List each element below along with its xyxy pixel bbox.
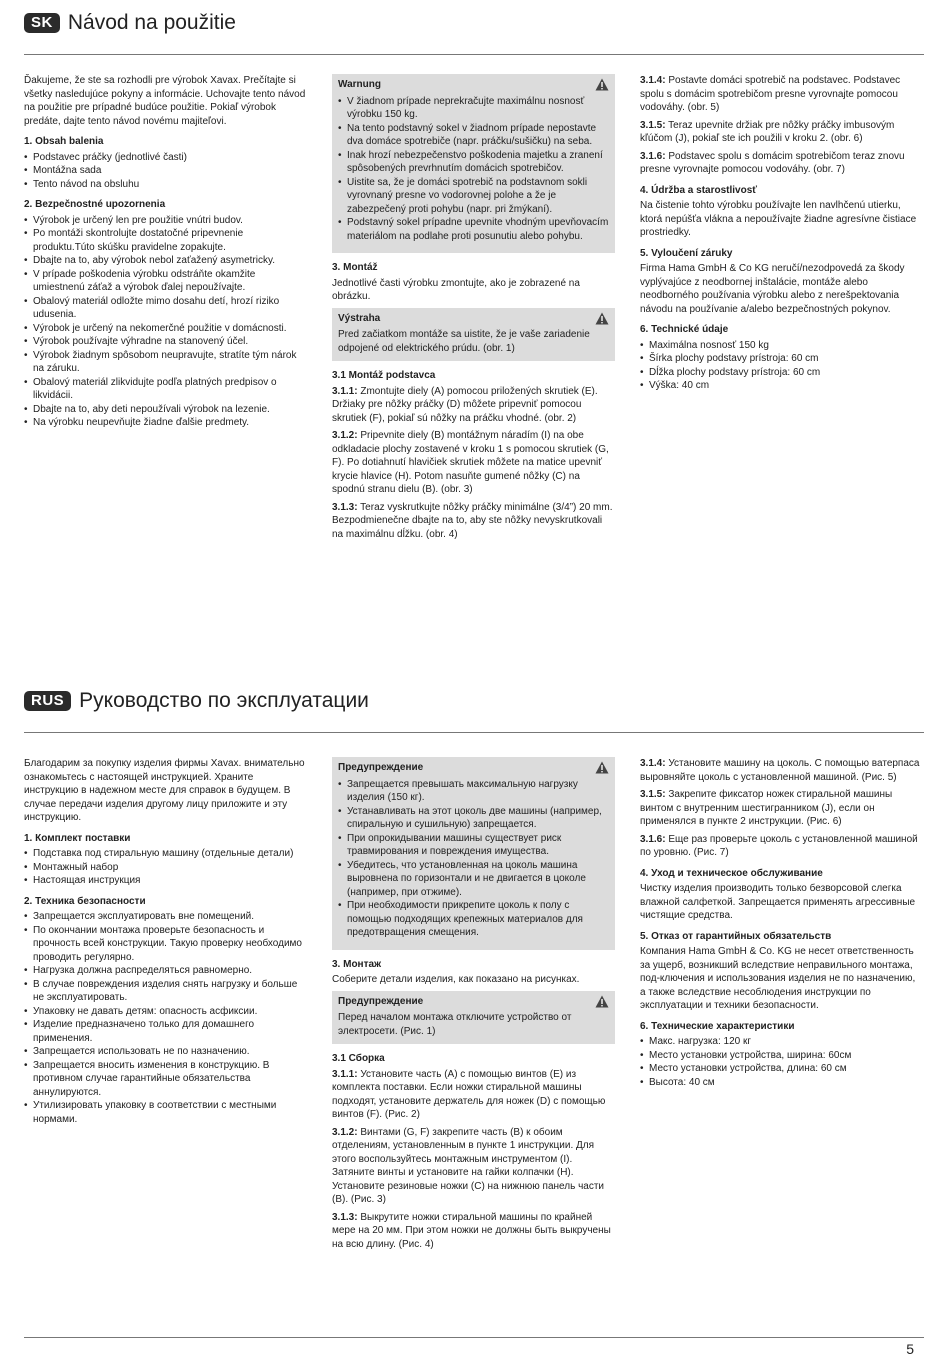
list-item: • По окончании монтажа проверьте безопасность и прочность всей конструкции. Такую проверку необходимо проводить регулярно. — [24, 924, 307, 965]
step-3-1-6: 3.1.6: Podstavec spolu s domácim spotrebičom teraz znovu presne vyrovnajte pomocou vodováhy. (obr. 7) — [640, 150, 905, 175]
intro-text: Ďakujeme, že ste sa rozhodli pre výrobok Xavax. Prečítajte si všetky nasledujúce pokyny a informácie. Uchovajte tento návod na použitie pre prípadné budúce použitie. Pokiaľ výrobok predáte, dajte tento návod novému majiteľovi. — [24, 75, 306, 127]
caution-title: Предупреждение — [338, 995, 424, 1007]
section-title-rus: Руководство по эксплуатации — [79, 689, 369, 712]
list-item: • Подставка под стиральную машину (отдельные детали) — [24, 847, 307, 861]
list-item: • Inak hrozí nebezpečenstvo poškodenia majetku a zranení spôsobených prevrhnutím domácich spotrebičov. — [338, 149, 609, 176]
heading-assembly: 3. Монтаж — [332, 958, 382, 970]
list-item: • Montážna sada — [24, 164, 307, 178]
safety-list — [24, 910, 307, 1126]
list-item: • Na výrobku neupevňujte žiadne ďalšie predmety. — [24, 416, 307, 430]
caution-box — [332, 991, 615, 1045]
page-number: 5 — [906, 1341, 914, 1357]
footer-divider — [24, 1337, 924, 1338]
list-item: • Монтажный набор — [24, 861, 307, 875]
list-item: • Изделие предназначено только для домашнего применения. — [24, 1018, 307, 1045]
list-item: • Výrobok používajte výhradne na stanovený účel. — [24, 335, 307, 349]
step-3-1-3: 3.1.3: Выкрутите ножки стиральной машины по крайней мере на 20 мм. При этом ножки не должны быть выкручены на всю длину. (Рис. 4) — [332, 1211, 611, 1250]
list-item: • Нагрузка должна распределяться равномерно. — [24, 964, 307, 978]
list-item: • Maximálna nosnosť 150 kg — [640, 339, 923, 353]
rus-column-3 — [640, 757, 923, 1093]
warning-box — [332, 757, 615, 950]
list-item: • Šírka plochy podstavy prístroja: 60 cm — [640, 352, 923, 366]
list-item: • Podstavec práčky (jednotlivé časti) — [24, 151, 307, 165]
list-item: • Obalový materiál zlikvidujte podľa platných predpisov o likvidácii. — [24, 376, 307, 403]
list-item: • Настоящая инструкция — [24, 874, 307, 888]
sk-column-1 — [24, 74, 307, 434]
list-item: • Запрещается использовать не по назначению. — [24, 1045, 307, 1059]
language-badge-sk: SK — [24, 13, 60, 33]
safety-list — [24, 214, 307, 430]
heading-tech: 6. Технические характеристики — [640, 1020, 795, 1032]
divider — [24, 732, 924, 733]
list-item: • Утилизировать упаковку в соответствии с местными нормами. — [24, 1099, 307, 1126]
list-item: • Запрещается вносить изменения в конструкцию. В противном случае гарантийные обязательства аннулируются. — [24, 1059, 307, 1100]
warning-triangle-icon — [595, 78, 609, 91]
list-item: • Запрещается превышать максимальную нагрузку изделия (150 кг). — [338, 778, 609, 805]
care-text: Na čistenie tohto výrobku používajte len navlhčenú utierku, ktorá nepúšťa vlákna a nepoužívajte žiadne agresívne čistiace prostriedky. — [640, 200, 917, 238]
list-item: • Na tento podstavný sokel v žiadnom prípade nepostavte dva domáce spotrebiče (napr. práčku/sušičku) na seba. — [338, 122, 609, 149]
intro-text: Благодарим за покупку изделия фирмы Xavax. внимательно ознакомьтесь с настоящей инструкцией. Храните инструкцию в надежном месте для справок в будущем. В случае передачи изделия другому лицу приложите и эту инструкцию. — [24, 758, 305, 823]
list-item: • При опрокидывании машины существует риск травмирования и повреждения имущества. — [338, 832, 609, 859]
list-item: • Výrobok žiadnym spôsobom neupravujte, stratíte tým nárok na záruku. — [24, 349, 307, 376]
step-3-1-1: 3.1.1: Zmontujte diely (A) pomocou priložených skrutiek (E). Držiaky pre nôžky práčky (D) môžete pripevniť pomocou skrutiek (F), pokiaľ sú nôžky na práčku vhodné. (obr. 2) — [332, 385, 598, 424]
heading-assembly-base: 3.1 Сборка — [332, 1053, 385, 1064]
caution-text: Перед началом монтажа отключите устройство от электросети. (Рис. 1) — [338, 1012, 572, 1037]
sk-column-3 — [640, 74, 923, 397]
step-3-1-2: 3.1.2: Pripevnite diely (B) montážnym náradím (I) na obe odkladacie plochy zostavené v kroku 1 s pomocou skrutiek (G, F). Po dotiahnutí hlavičiek skrutiek môžete na matice upevniť krycie hlavice (H). Potom nasuňte gumené nôžky (C) na spodnú stranu dielu (B). (obr. 3) — [332, 430, 609, 495]
list-item: • Макс. нагрузка: 120 кг — [640, 1035, 923, 1049]
list-item: • Výrobok je určený len pre použitie vnútri budov. — [24, 214, 307, 228]
step-3-1-4: 3.1.4: Postavte domáci spotrebič na podstavec. Podstavec spolu s domácim spotrebičom presne vyrovnajte pomocou vodováhy. (obr. 5) — [640, 75, 901, 113]
list-item: • Výška: 40 cm — [640, 379, 923, 393]
warning-title: Предупреждение — [338, 762, 424, 773]
list-item: • Устанавливать на этот цоколь две машины (например, спиральную и сушильную) запрещается. — [338, 805, 609, 832]
list-item: • В случае повреждения изделия снять нагрузку и больше не эксплуатировать. — [24, 978, 307, 1005]
warning-triangle-icon — [595, 761, 609, 774]
caution-text: Pred začiatkom montáže sa uistite, že je vaše zariadenie odpojené od elektrického prúdu. (obr. 1) — [338, 329, 590, 354]
step-3-1-2: 3.1.2: Винтами (G, F) закрепите часть (B) к обоим отделениям, установленным в пункте 1 инструкции. Для этого воспользуйтесь монтажным инструментом (I). Затяните винты и установите на гайки колпачки (H). Установите резиновые ножки (C) на нижнюю панель части (B). (Рис. 3) — [332, 1126, 605, 1205]
list-item: • Výrobok je určený na nekomerčné použitie v domácnosti. — [24, 322, 307, 336]
care-text: Чистку изделия производить только безворсовой слегка влажной салфеткой. Запрещается применять агрессивные чистящие средства. — [640, 883, 916, 921]
heading-assembly: 3. Montáž — [332, 262, 378, 273]
heading-warranty: 5. Отказ от гарантийных обязательств — [640, 930, 832, 942]
language-badge-rus: RUS — [24, 691, 71, 711]
list-item: • V prípade poškodenia výrobku odstráňte okamžite umiestnenú záťaž a výrobok ďalej nepoužívajte. — [24, 268, 307, 295]
list-item: • При необходимости прикрепите цоколь к полу с помощью подходящих крепежных материалов для предотвращения смещения. — [338, 899, 609, 940]
rus-section-header — [24, 688, 924, 714]
step-3-1-6: 3.1.6: Еще раз проверьте цоколь с установленной машиной по уровню. (Рис. 7) — [640, 833, 918, 858]
list-item: • Podstavný sokel prípadne upevnite vhodným upevňovacím materiálom na podlahe proti posunutiu alebo pohybu. — [338, 216, 609, 243]
list-item: • Dbajte na to, aby deti nepoužívali výrobok na lezenie. — [24, 403, 307, 417]
caution-title: Výstraha — [338, 312, 381, 324]
caution-box — [332, 308, 615, 362]
warranty-text: Firma Hama GmbH & Co KG neručí/nezodpovedá za škody vyplývajúce z neodbornej inštalácie, montáže alebo neodborného používania výrobku alebo z nerešpektovania návodu na používanie a/alebo bezpečnostných pokynov. — [640, 263, 905, 315]
heading-package: 1. Obsah balenia — [24, 136, 104, 147]
list-item: • V žiadnom prípade neprekračujte maximálnu nosnosť výrobku 150 kg. — [338, 95, 609, 122]
section-title-sk: Návod na použitie — [67, 11, 236, 34]
warning-triangle-icon — [595, 312, 609, 325]
rus-column-2 — [332, 757, 615, 1255]
heading-tech: 6. Technické údaje — [640, 324, 729, 335]
divider — [24, 54, 924, 55]
warning-box — [332, 74, 615, 253]
list-item: • Obalový materiál odložte mimo dosahu detí, hrozí riziko udusenia. — [24, 295, 307, 322]
step-3-1-5: 3.1.5: Закрепите фиксатор ножек стиральной машины винтом с внутренним шестигранником (J), если он применялся в пункте 2 инструкции. (Рис. 6) — [640, 789, 893, 827]
package-list — [24, 847, 307, 888]
list-item: • Место установки устройства, длина: 60 см — [640, 1062, 923, 1076]
step-3-1-5: 3.1.5: Teraz upevnite držiak pre nôžky práčky imbusovým kľúčom (J), pokiaľ ste ich použili v kroku 2. (obr. 6) — [640, 119, 895, 144]
list-item: • Tento návod na obsluhu — [24, 178, 307, 192]
step-3-1-4: 3.1.4: Установите машину на цоколь. С помощью ватерпаса выровняйте цоколь с установленной машиной. (Рис. 5) — [640, 758, 920, 783]
package-list — [24, 151, 307, 192]
heading-care: 4. Уход и техническое обслуживание — [640, 867, 823, 879]
assembly-text: Соберите детали изделия, как показано на рисунках. — [332, 974, 580, 985]
warning-title: Warnung — [338, 79, 381, 90]
list-item: • Запрещается эксплуатировать вне помещений. — [24, 910, 307, 924]
heading-care: 4. Údržba a starostlivosť — [640, 184, 758, 196]
list-item: • Dĺžka plochy podstavy prístroja: 60 cm — [640, 366, 923, 380]
assembly-text: Jednotlivé časti výrobku zmontujte, ako je zobrazené na obrázku. — [332, 277, 580, 302]
tech-list — [640, 1035, 923, 1089]
list-item: • Место установки устройства, ширина: 60см — [640, 1049, 923, 1063]
list-item: • Po montáži skontrolujte dostatočné pripevnenie produktu.Túto skúšku pravidelne zopakujte. — [24, 227, 307, 254]
list-item: • Высота: 40 см — [640, 1076, 923, 1090]
list-item: • Убедитесь, что установленная на цоколь машина выровнена по горизонтали и не двигается в цоколе (например, при отжиме). — [338, 859, 609, 900]
warning-triangle-icon — [595, 995, 609, 1008]
heading-safety: 2. Bezpečnostné upozornenia — [24, 199, 166, 210]
list-item: • Uistite sa, že je domáci spotrebič na podstavnom sokli vyrovnaný presne vo vodorovnej polohe a že je zabezpečený proti pohybu (napr. pri žmýkaní). — [338, 176, 609, 217]
sk-column-2 — [332, 74, 615, 545]
sk-section-header — [24, 10, 924, 36]
list-item: • Dbajte na to, aby výrobok nebol zaťažený asymetricky. — [24, 254, 307, 268]
heading-warranty: 5. Vyloučení záruky — [640, 247, 733, 259]
heading-assembly-base: 3.1 Montáž podstavca — [332, 370, 436, 381]
step-3-1-3: 3.1.3: Teraz vyskrutkujte nôžky práčky minimálne (3/4”) 20 mm. Bezpodmienečne dbajte na to, aby ste nôžky nevyskrutkovali na maximálnu dĺžku. (obr. 4) — [332, 501, 613, 540]
warranty-text: Компания Hama GmbH & Co. KG не несет ответственность за ущерб, возникший вследствие неправильного монтажа, под-ключения и использования изделия не по назначению, а также вследствие несоблюдения инструкции по эксплуатации и техники безопасности. — [640, 946, 916, 1011]
warning-list — [338, 95, 609, 244]
tech-list — [640, 339, 923, 393]
heading-package: 1. Комплект поставки — [24, 832, 131, 844]
list-item: • Упаковку не давать детям: опасность асфиксии. — [24, 1005, 307, 1019]
heading-safety: 2. Техника безопасности — [24, 895, 146, 907]
rus-column-1 — [24, 757, 307, 1130]
warning-list — [338, 778, 609, 940]
step-3-1-1: 3.1.1: Установите часть (А) с помощью винтов (E) из комплекта поставки. Если ножки стиральной машины подходят, установите держатель для ножек (D) с помощью винтов (F). (Рис. 2) — [332, 1068, 606, 1120]
